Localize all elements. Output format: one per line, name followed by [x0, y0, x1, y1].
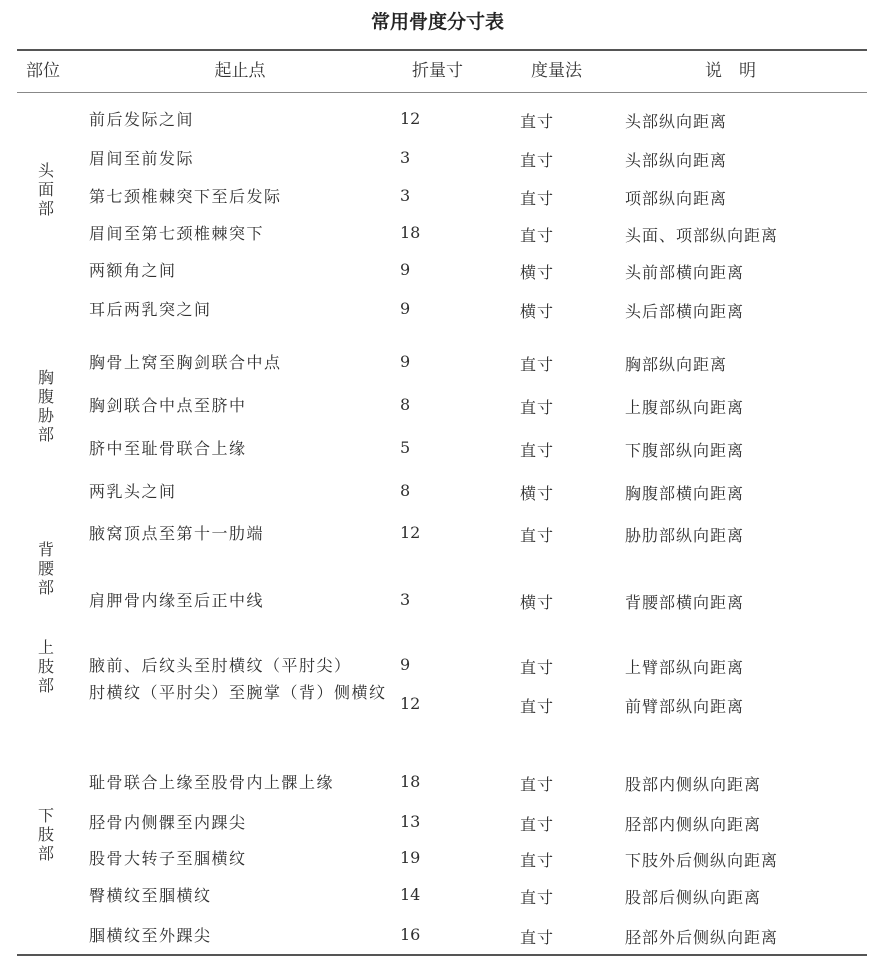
cell-value: 9 [400, 260, 411, 279]
cell-points: 胫骨内侧髁至内踝尖 [89, 813, 247, 832]
header-value: 折量寸 [412, 61, 463, 81]
cell-note: 上臂部纵向距离 [625, 658, 745, 677]
region-char: 腰 [37, 558, 54, 578]
region-char: 部 [37, 843, 54, 863]
cell-value: 3 [400, 590, 411, 609]
cell-note: 背腰部横向距离 [625, 593, 745, 612]
region-char: 肢 [37, 824, 54, 844]
cell-value: 5 [400, 438, 411, 457]
cell-note: 头部纵向距离 [625, 151, 728, 170]
region-label [30, 540, 62, 597]
cell-method: 直寸 [520, 851, 555, 870]
header-note: 说 明 [705, 61, 756, 81]
cell-value: 3 [400, 186, 411, 205]
region-char: 部 [37, 577, 54, 597]
cell-note: 胸腹部横向距离 [625, 484, 745, 503]
cell-points: 肩胛骨内缘至后正中线 [89, 591, 265, 610]
region-char: 面 [37, 179, 54, 199]
cell-points: 脐中至耻骨联合上缘 [89, 439, 247, 458]
region-label [30, 806, 62, 863]
header-method: 度量法 [531, 61, 582, 81]
region-char: 部 [37, 425, 54, 444]
cell-points: 胸剑联合中点至脐中 [89, 396, 247, 415]
cell-method: 直寸 [520, 658, 555, 677]
cell-note: 股部内侧纵向距离 [625, 775, 762, 794]
cell-value: 18 [400, 772, 421, 791]
cell-points: 腋窝顶点至第十一肋端 [89, 524, 265, 543]
cell-method: 直寸 [520, 697, 555, 716]
bottom-rule [17, 954, 867, 956]
cell-points: 耻骨联合上缘至股骨内上髁上缘 [89, 773, 335, 792]
cell-note: 头部纵向距离 [625, 112, 728, 131]
cell-note: 上腹部纵向距离 [625, 398, 745, 417]
cell-method: 直寸 [520, 441, 555, 460]
region-label [30, 161, 62, 218]
cell-points: 前后发际之间 [89, 110, 195, 129]
cell-value: 9 [400, 299, 411, 318]
cell-value: 9 [400, 655, 411, 674]
cell-points: 肘横纹（平肘尖）至腕掌（背）侧横纹 [89, 683, 387, 702]
cell-value: 14 [400, 885, 421, 904]
cell-points: 眉间至第七颈椎棘突下 [89, 224, 265, 243]
cell-note: 胫部内侧纵向距离 [625, 815, 762, 834]
cell-method: 直寸 [520, 226, 555, 245]
cell-note: 胁肋部纵向距离 [625, 526, 745, 545]
cell-value: 9 [400, 352, 411, 371]
cell-points: 腘横纹至外踝尖 [89, 926, 212, 945]
cell-method: 横寸 [520, 263, 555, 282]
cell-points: 臀横纹至腘横纹 [89, 886, 212, 905]
cell-points: 胸骨上窝至胸剑联合中点 [89, 353, 282, 372]
region-char: 部 [37, 675, 54, 695]
cell-method: 直寸 [520, 815, 555, 834]
cell-value: 3 [400, 148, 411, 167]
cell-points: 腋前、后纹头至肘横纹（平肘尖） [89, 656, 352, 675]
cell-points: 第七颈椎棘突下至后发际 [89, 187, 282, 206]
cell-value: 16 [400, 925, 421, 944]
cell-method: 横寸 [520, 302, 555, 321]
cell-method: 直寸 [520, 151, 555, 170]
cell-method: 横寸 [520, 593, 555, 612]
region-char: 上 [37, 637, 54, 657]
cell-value: 12 [400, 694, 421, 713]
region-label [30, 638, 62, 695]
header-region: 部位 [26, 61, 60, 81]
cell-method: 直寸 [520, 398, 555, 417]
cell-value: 12 [400, 523, 421, 542]
region-char: 下 [37, 805, 54, 825]
cell-method: 直寸 [520, 888, 555, 907]
region-char: 胁 [37, 406, 54, 425]
cell-value: 19 [400, 848, 421, 867]
cell-method: 直寸 [520, 526, 555, 545]
cell-method: 直寸 [520, 928, 555, 947]
cell-value: 8 [400, 481, 411, 500]
region-char: 肢 [37, 656, 54, 676]
cell-note: 下腹部纵向距离 [625, 441, 745, 460]
cell-points: 两额角之间 [89, 261, 177, 280]
cell-method: 直寸 [520, 775, 555, 794]
region-label [30, 368, 62, 444]
cell-value: 18 [400, 223, 421, 242]
cell-method: 横寸 [520, 484, 555, 503]
table-title: 常用骨度分寸表 [370, 11, 504, 33]
cell-note: 胸部纵向距离 [625, 355, 728, 374]
region-char: 胸 [37, 368, 54, 387]
region-char: 腹 [37, 387, 54, 406]
cell-note: 前臂部纵向距离 [625, 697, 745, 716]
cell-points: 眉间至前发际 [89, 149, 195, 168]
cell-value: 8 [400, 395, 411, 414]
cell-points: 耳后两乳突之间 [89, 300, 212, 319]
cell-points: 两乳头之间 [89, 482, 177, 501]
region-char: 背 [37, 539, 54, 559]
cell-note: 头面、项部纵向距离 [625, 226, 779, 245]
cell-method: 直寸 [520, 112, 555, 131]
cell-note: 胫部外后侧纵向距离 [625, 928, 779, 947]
cell-note: 下肢外后侧纵向距离 [625, 851, 779, 870]
cell-value: 13 [400, 812, 421, 831]
header-points: 起止点 [214, 61, 266, 81]
cell-value: 12 [400, 109, 421, 128]
cell-points: 股骨大转子至腘横纹 [89, 849, 247, 868]
cell-note: 股部后侧纵向距离 [625, 888, 762, 907]
cell-note: 头后部横向距离 [625, 302, 745, 321]
region-char: 部 [37, 198, 54, 218]
cell-method: 直寸 [520, 355, 555, 374]
region-char: 头 [37, 160, 54, 180]
cell-note: 项部纵向距离 [625, 189, 728, 208]
cell-method: 直寸 [520, 189, 555, 208]
cell-note: 头前部横向距离 [625, 263, 745, 282]
